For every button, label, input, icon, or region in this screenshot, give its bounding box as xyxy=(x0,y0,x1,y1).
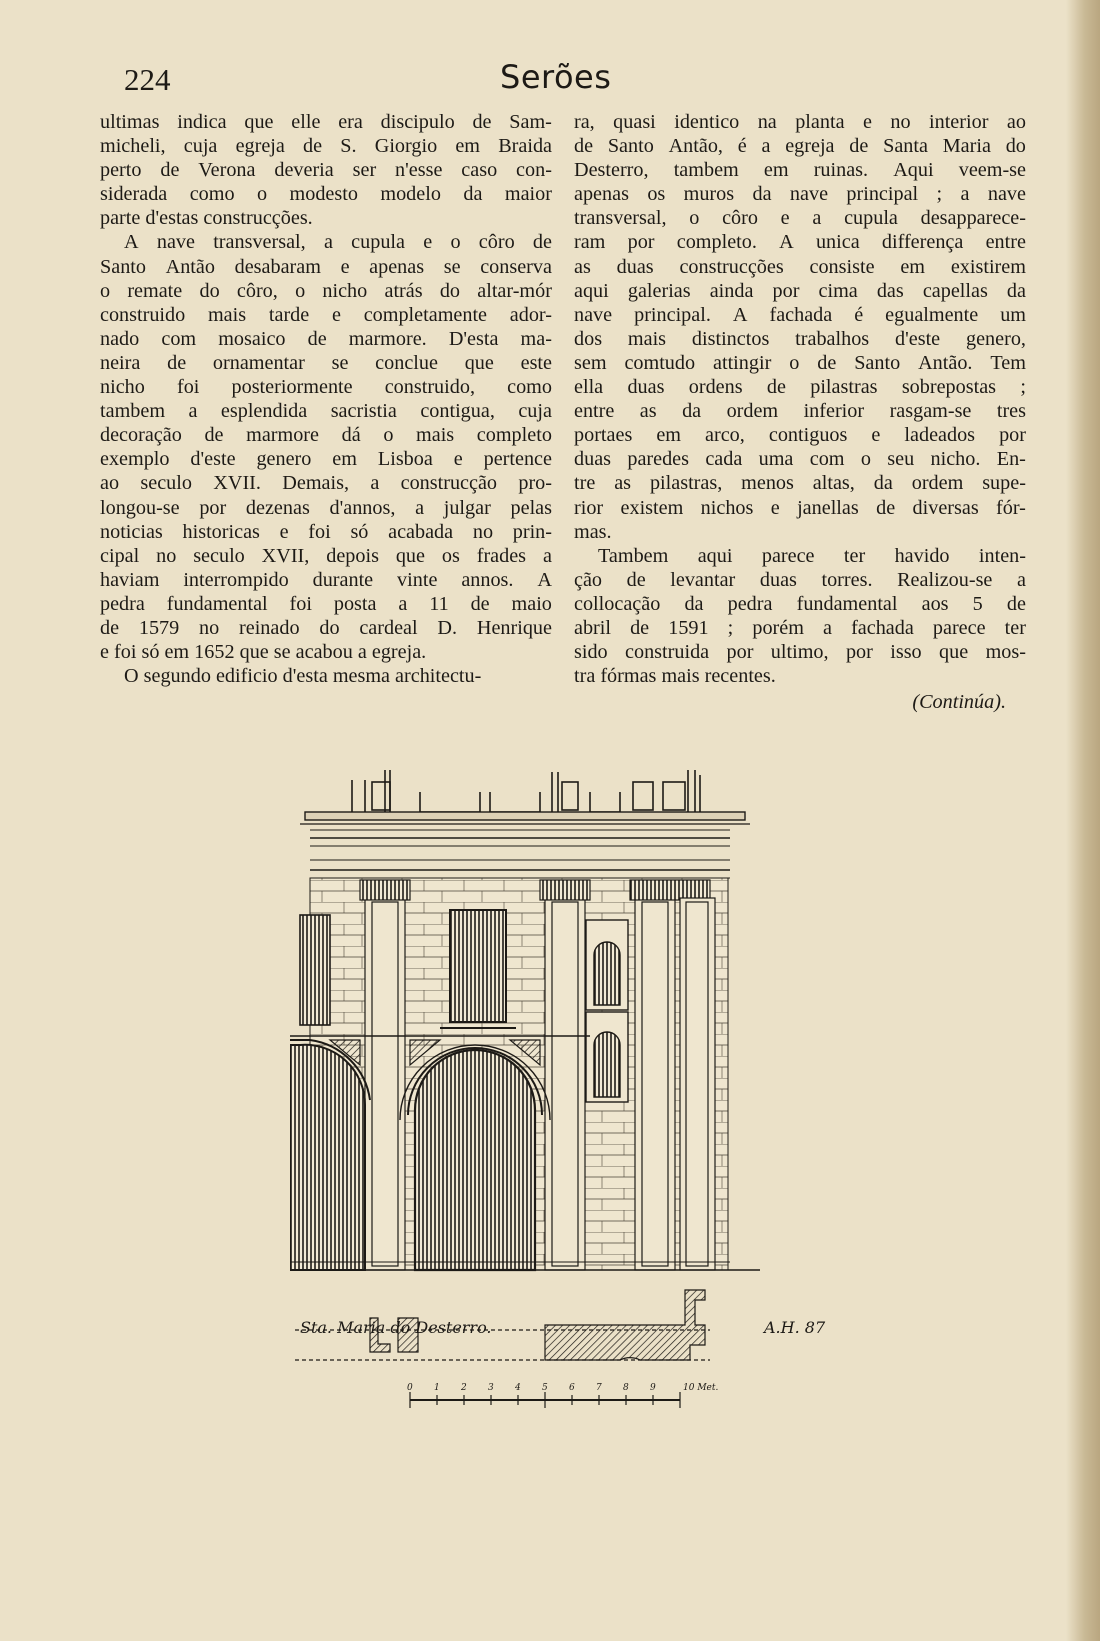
text-line: sem comtudo attingir o de Santo Antão. Tem xyxy=(574,351,1026,374)
scale-labels xyxy=(407,1383,718,1393)
text-line: o remate do côro, o nicho atrás do altar-mór xyxy=(100,279,552,302)
scale-label-0: 0 xyxy=(407,1383,413,1393)
scale-label-1: 1 xyxy=(434,1383,440,1393)
right-text-column xyxy=(574,110,1026,714)
text-line: haviam interrompido durante vinte annos. A xyxy=(100,568,552,591)
attic-parapet xyxy=(352,770,700,812)
text-line: A nave transversal, a cupula e o côro de xyxy=(124,231,552,254)
text-line: ao seculo XVII. Demais, a construcção pro- xyxy=(100,472,552,495)
text-line: ella duas ordens de pilastras sobrepostas ; xyxy=(574,376,1026,399)
scale-label-4: 4 xyxy=(515,1383,521,1393)
upper-window-left xyxy=(300,915,330,1025)
text-line: ção de levantar duas torres. Realizou-se a xyxy=(574,568,1026,591)
text-line: Tambem aqui parece ter havido inten- xyxy=(598,544,1026,567)
text-line: construido mais tarde e completamente ador- xyxy=(100,303,552,326)
scale-label-2: 2 xyxy=(461,1383,467,1393)
text-line: noticias historicas e foi só acabada no prin- xyxy=(100,520,552,543)
text-line: as duas construcções consiste em existirem xyxy=(574,255,1026,278)
text-line: nave principal. A fachada é egualmente um xyxy=(574,303,1026,326)
text-line: rior existem nichos e janellas de diversas fór- xyxy=(574,496,1026,519)
text-line: longou-se por dezenas d'annos, a julgar pelas xyxy=(100,496,552,519)
continua-note: (Continúa). xyxy=(912,691,1006,714)
entablature xyxy=(300,812,750,878)
text-line: aqui galerias ainda por cima das capellas da xyxy=(574,279,1026,302)
scale-label-5: 5 xyxy=(542,1383,548,1393)
text-line: pedra fundamental foi posta a 11 de maio xyxy=(100,592,552,615)
page-number: 224 xyxy=(124,62,171,97)
page-edge-shadow xyxy=(1066,0,1100,1641)
artist-signature: A.H. 87 xyxy=(764,1318,826,1337)
text-line: micheli, cuja egreja de S. Giorgio em Braida xyxy=(100,135,552,158)
text-line: tre as pilastras, menos altas, da ordem supe- xyxy=(574,472,1026,495)
text-line: portaes em arco, contiguos e ladeados por xyxy=(574,424,1026,447)
text-line: apenas os muros da nave principal ; a nave xyxy=(574,183,1026,206)
text-line: neira de ornamentar se conclue que este xyxy=(100,351,552,374)
scale-bar xyxy=(410,1392,680,1408)
text-line: cipal no seculo XVII, depois que os frades a xyxy=(100,544,552,567)
text-line: siderada como o modesto modelo da maior xyxy=(100,183,552,206)
text-line: parte d'estas construcções. xyxy=(100,207,313,230)
text-line: tra fórmas mais recentes. xyxy=(574,665,776,688)
running-title: Serões xyxy=(500,58,612,96)
text-line: sido construida por ultimo, por isso que mos- xyxy=(574,641,1026,664)
text-line: dos mais distinctos trabalhos d'este genero, xyxy=(574,327,1026,350)
text-line: ultimas indica que elle era discipulo de Sam- xyxy=(100,111,552,133)
scale-label-6: 6 xyxy=(569,1383,575,1393)
scale-label-9: 9 xyxy=(650,1383,656,1393)
left-text-column xyxy=(100,110,552,688)
text-line: entre as da ordem inferior rasgam-se tres xyxy=(574,400,1026,423)
text-line: nicho foi posteriormente construido, como xyxy=(100,376,552,399)
text-line: e foi só em 1652 que se acabou a egreja. xyxy=(100,641,427,664)
text-line: ra, quasi identico na planta e no interior ao xyxy=(574,111,1026,133)
text-line: tambem a esplendida sacristia contigua, cuja xyxy=(100,400,552,423)
scale-label-7: 7 xyxy=(596,1383,602,1393)
scale-label-10: 10 Met. xyxy=(683,1383,719,1393)
scale-label-3: 3 xyxy=(488,1383,494,1393)
figure-caption: Sta. Maria do Desterro. xyxy=(300,1318,492,1337)
scale-label-8: 8 xyxy=(623,1383,629,1393)
text-line: ram por completo. A unica differença entre xyxy=(574,231,1026,254)
text-line: Santo Antão desabaram e apenas se conserva xyxy=(100,255,552,278)
upper-window-center xyxy=(450,910,506,1022)
text-line: mas. xyxy=(574,520,612,543)
text-line: perto de Verona deveria ser n'esse caso con- xyxy=(100,159,552,182)
text-line: collocação da pedra fundamental aos 5 de xyxy=(574,592,1026,615)
facade-drawing xyxy=(290,770,830,1460)
text-line: de 1579 no reinado do cardeal D. Henrique xyxy=(100,616,552,639)
text-line: de Santo Antão, é a egreja de Santa Maria do xyxy=(574,135,1026,158)
text-line: exemplo d'este genero em Lisboa e pertence xyxy=(100,448,552,471)
text-line: transversal, o côro e a cupula desapparece- xyxy=(574,207,1026,230)
text-line: abril de 1591 ; porém a fachada parece ter xyxy=(574,616,1026,639)
text-line: nado com mosaico de marmore. D'esta ma- xyxy=(100,327,552,350)
text-line: Desterro, tambem em ruinas. Aqui veem-se xyxy=(574,159,1026,182)
text-line: decoração de marmore dá o mais completo xyxy=(100,424,552,447)
text-line: O segundo edificio d'esta mesma architectu- xyxy=(124,665,482,688)
text-line: duas paredes cada uma com o seu nicho. En- xyxy=(574,448,1026,471)
